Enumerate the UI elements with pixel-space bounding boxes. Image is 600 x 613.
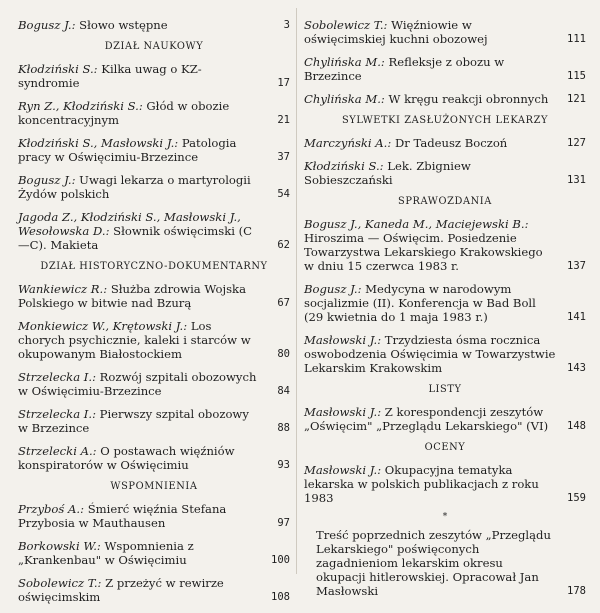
toc-page-number: 111 <box>567 33 586 45</box>
toc-entry-text <box>18 444 290 472</box>
toc-title: Uwagi lekarza o martyrologii Żydów polskich <box>18 173 251 201</box>
toc-entry <box>18 173 290 201</box>
toc-author: Kłodziński S.: <box>18 62 98 76</box>
toc-entry <box>18 576 290 604</box>
toc-entry-text <box>304 463 586 505</box>
toc-entry <box>304 159 586 187</box>
toc-page-number: 127 <box>567 137 586 149</box>
toc-author: Bogusz J., Kaneda M., Maciejewski B.: <box>304 217 529 231</box>
toc-author: Monkiewicz W., Krętowski J.: <box>18 319 188 333</box>
section-heading: SYLWETKI ZASŁUŻONYCH LEKARZY <box>341 115 549 126</box>
toc-entry <box>304 463 586 505</box>
toc-page-number: 97 <box>277 517 290 529</box>
toc-author: Masłowski J.: <box>304 405 382 419</box>
toc-page-number: 67 <box>277 297 290 309</box>
toc-author: Wankiewicz R.: <box>18 282 108 296</box>
toc-entry-text <box>18 210 290 252</box>
toc-title: Służba zdrowia Wojska Polskiego w bitwie nad Bzurą <box>18 282 246 310</box>
toc-page-number: 93 <box>277 459 290 471</box>
toc-entry <box>304 136 586 150</box>
toc-entry <box>18 210 290 252</box>
toc-page-number: 141 <box>567 311 586 323</box>
toc-page-number: 148 <box>567 420 586 432</box>
section-heading: DZIAŁ NAUKOWY <box>104 41 204 52</box>
toc-author: Masłowski J.: <box>304 333 382 347</box>
toc-note-text: Treść poprzednich zeszytów „Przeglądu Lekarskiego" poświęconych zagadnieniom lekarskim okresu okupacji hitlerowskiej. Opracował Jan Masłowski <box>316 528 551 598</box>
toc-entry <box>304 55 586 83</box>
toc-author: Marczyński A.: <box>304 136 392 150</box>
column-divider <box>296 8 297 574</box>
toc-author: Masłowski J.: <box>304 463 382 477</box>
toc-page-number: 54 <box>277 188 290 200</box>
toc-title: O postawach więźniów konspiratorów w Oświęcimiu <box>18 444 235 472</box>
toc-title: Słownik oświęcimski (C—C). Makieta <box>18 224 253 252</box>
toc-entry <box>18 136 290 164</box>
toc-title: W kręgu reakcji obronnych <box>388 92 549 106</box>
section-heading: LISTY <box>428 384 462 395</box>
toc-entry <box>18 502 290 530</box>
toc-page-number: 80 <box>277 348 290 360</box>
toc-page-number: 108 <box>271 591 290 603</box>
toc-page-number: 121 <box>567 93 586 105</box>
toc-entry-text <box>304 55 586 83</box>
toc-title: Z przeżyć w rewirze oświęcimskim <box>18 576 224 604</box>
toc-entry-text <box>304 282 586 324</box>
toc-title: Lek. Zbigniew Sobieszczański <box>304 159 471 187</box>
toc-title: Hiroszima — Oświęcim. Posiedzenie Towarzystwa Lekarskiego Krakowskiego w dniu 15 czerwca 1983 r. <box>304 231 543 273</box>
toc-author: Jagoda Z., Kłodziński S., Masłowski J., Wesołowska D.: <box>18 210 241 238</box>
toc-title: Okupacyjna tematyka lekarska w polskich publikacjach z roku 1983 <box>304 463 539 505</box>
toc-author: Kłodziński S.: <box>304 159 384 173</box>
section-heading: DZIAŁ HISTORYCZNO-DOKUMENTARNY <box>40 261 268 272</box>
toc-author: Sobolewicz T.: <box>304 18 388 32</box>
toc-entry <box>18 99 290 127</box>
toc-page-number: 100 <box>271 554 290 566</box>
toc-page-number: 131 <box>567 174 586 186</box>
toc-entry <box>304 92 586 106</box>
toc-author: Strzelecki A.: <box>18 444 97 458</box>
toc-page-number: 17 <box>277 77 290 89</box>
toc-title: Rozwój szpitali obozowych w Oświęcimiu-Brzezince <box>18 370 257 398</box>
toc-title: Patologia pracy w Oświęcimiu-Brzezince <box>18 136 237 164</box>
toc-entry <box>304 18 586 46</box>
toc-entry-text <box>304 18 586 46</box>
section-heading: SPRAWOZDANIA <box>398 196 492 207</box>
section-heading: OCENY <box>424 442 466 453</box>
toc-entry-text <box>18 319 290 361</box>
toc-entry <box>304 333 586 375</box>
toc-page-number: 115 <box>567 70 586 82</box>
toc-entry-text <box>304 92 586 106</box>
toc-page-number: 88 <box>277 422 290 434</box>
toc-title: Medycyna w narodowym socjalizmie (II). Konferencja w Bad Boll (29 kwietnia do 1 maja 1983 r.) <box>304 282 536 324</box>
toc-entry-text <box>18 18 290 32</box>
toc-author: Kłodziński S., Masłowski J.: <box>18 136 179 150</box>
toc-entry <box>18 282 290 310</box>
toc-entry-text <box>304 333 586 375</box>
toc-entry-text <box>18 407 290 435</box>
toc-author: Bogusz J.: <box>18 173 76 187</box>
toc-entry-text <box>18 136 290 164</box>
toc-entry <box>304 217 586 273</box>
toc-author: Bogusz J.: <box>304 282 362 296</box>
toc-entry-text <box>304 136 586 150</box>
toc-entry-text <box>18 99 290 127</box>
toc-page-number: 84 <box>277 385 290 397</box>
toc-title: Los chorych psychicznie, kaleki i starców w okupowanym Białostockiem <box>18 319 251 361</box>
toc-title: Słowo wstępne <box>79 18 168 32</box>
toc-title: Z korespondencji zeszytów „Oświęcim" „Przeglądu Lekarskiego" (VI) <box>304 405 549 433</box>
toc-entry <box>18 370 290 398</box>
toc-entry-text <box>304 217 586 273</box>
toc-page-number: 159 <box>567 492 586 504</box>
toc-entry-text <box>304 405 586 433</box>
toc-entry-text <box>18 62 290 90</box>
toc-entry-text <box>304 159 586 187</box>
toc-page-number: 178 <box>567 585 586 597</box>
toc-title: Refleksje z obozu w Brzezince <box>304 55 505 83</box>
left-column <box>18 0 290 613</box>
toc-entry <box>18 444 290 472</box>
toc-title: Dr Tadeusz Boczoń <box>394 136 508 150</box>
toc-author: Ryn Z., Kłodziński S.: <box>18 99 143 113</box>
toc-title: Śmierć więźnia Stefana Przybosia w Mauthausen <box>18 502 227 530</box>
toc-author: Bogusz J.: <box>18 18 76 32</box>
toc-title: Wspomnienia z „Krankenbau" w Oświęcimiu <box>18 539 194 567</box>
toc-entry-text <box>18 539 290 567</box>
toc-entry <box>18 407 290 435</box>
toc-entry <box>304 405 586 433</box>
toc-author: Chylińska M.: <box>304 55 385 69</box>
toc-page-number: 21 <box>277 114 290 126</box>
toc-author: Sobolewicz T.: <box>18 576 102 590</box>
right-column <box>304 0 586 607</box>
toc-title: Więźniowie w oświęcimskiej kuchni obozowej <box>304 18 488 46</box>
toc-entry <box>18 18 290 32</box>
toc-author: Chylińska M.: <box>304 92 385 106</box>
toc-entry-text <box>18 576 290 604</box>
toc-author: Borkowski W.: <box>18 539 101 553</box>
toc-title: Pierwszy szpital obozowy w Brzezince <box>18 407 249 435</box>
toc-author: Przyboś A.: <box>18 502 85 516</box>
toc-author: Strzelecka I.: <box>18 370 96 384</box>
toc-page-number: 3 <box>283 19 290 31</box>
toc-page-number: 137 <box>567 260 586 272</box>
toc-title: Trzydziesta ósma rocznica oswobodzenia Oświęcimia w Towarzystwie Lekarskim Krakowskim <box>304 333 556 375</box>
toc-page-number: 143 <box>567 362 586 374</box>
toc-page-number: 62 <box>277 239 290 251</box>
toc-entry-text <box>18 370 290 398</box>
toc-entry <box>18 539 290 567</box>
section-heading: WSPOMNIENIA <box>110 481 198 492</box>
separator-star: * <box>442 512 448 522</box>
toc-author: Strzelecka I.: <box>18 407 96 421</box>
toc-entry <box>304 282 586 324</box>
toc-entry-text <box>18 502 290 530</box>
toc-entry-text <box>18 282 290 310</box>
toc-page-number: 37 <box>277 151 290 163</box>
toc-note <box>304 528 586 598</box>
toc-title: Głód w obozie koncentracyjnym <box>18 99 230 127</box>
toc-title: Kilka uwag o KZ-syndromie <box>18 62 202 90</box>
toc-entry <box>18 319 290 361</box>
toc-entry-text <box>18 173 290 201</box>
toc-entry <box>18 62 290 90</box>
